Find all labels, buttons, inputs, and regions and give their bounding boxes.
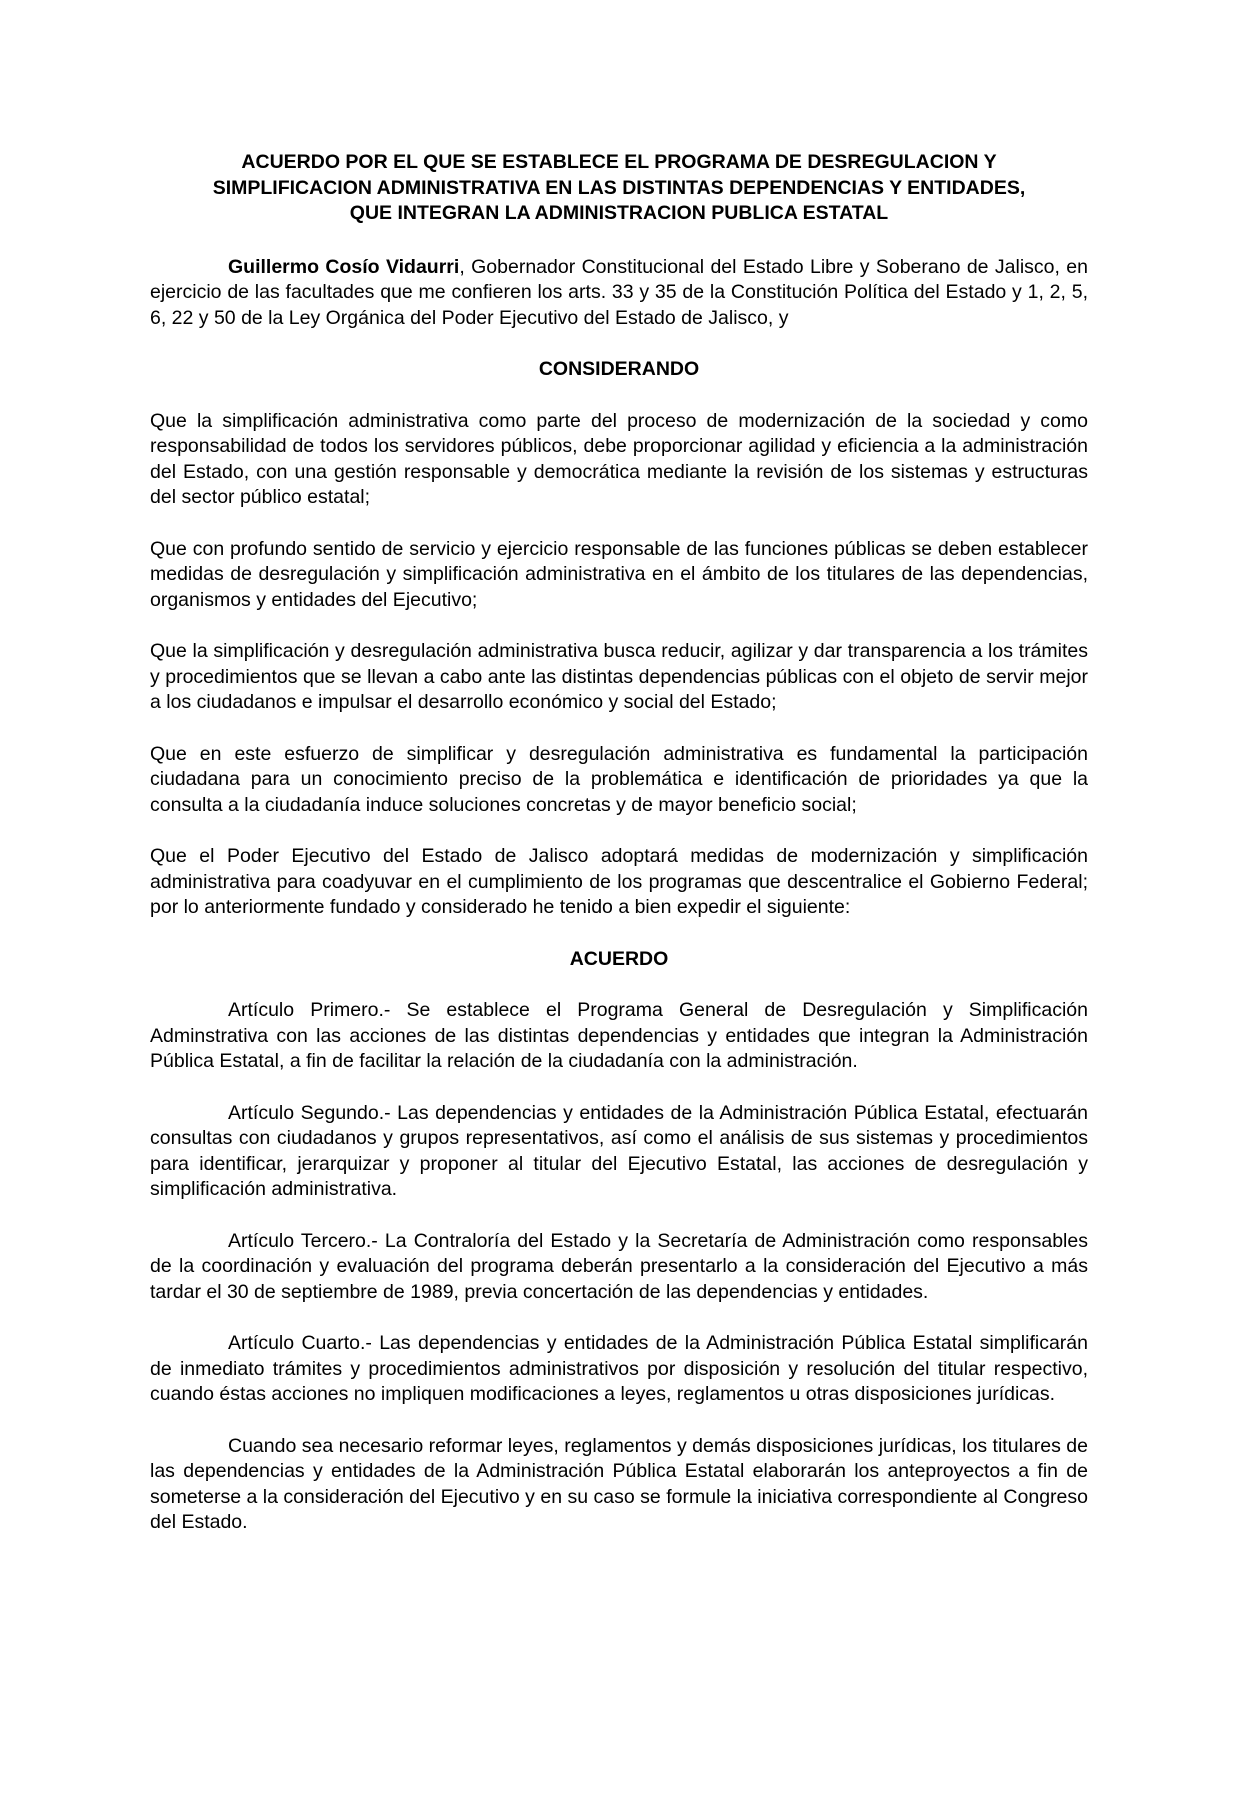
considerando-paragraph: Que la simplificación y desregulación administrativa busca reducir, agilizar y dar transparencia a los trámites y procedimientos que se llevan a cabo ante las distintas dependencias públicas con el objeto de servir mejor a los ciudadanos e impulsar el desarrollo económico y social del Estado; (150, 640, 1088, 713)
acuerdo-heading: ACUERDO (569, 947, 669, 970)
article-primero: Artículo Primero.- Se establece el Programa General de Desregulación y Simplificación Adminstrativa con las acciones de las distintas dependencias y entidades que integran la Administración Pública Estatal, a fin de facilitar la relación de la ciudadanía con la administración. (150, 999, 1088, 1072)
document-page (150, 150, 1088, 1562)
document-title: ACUERDO POR EL QUE SE ESTABLECE EL PROGRAMA DE DESREGULACION Y SIMPLIFICACION ADMINISTRATIVA EN LAS DISTINTAS DEPENDENCIAS Y ENTIDADES, QUE INTEGRAN LA ADMINISTRACION PUBLICA ESTATAL (212, 151, 1026, 224)
article-segundo: Artículo Segundo.- Las dependencias y entidades de la Administración Pública Estatal, efectuarán consultas con ciudadanos y grupos representativos, así como el análisis de sus sistemas y procedimientos para identificar, jerarquizar y proponer al titular del Ejecutivo Estatal, las acciones de desregulación y simplificación administrativa. (150, 1101, 1088, 1200)
preamble-text: , Gobernador Constitucional del Estado Libre y Soberano de Jalisco, en ejercicio de las facultades que me confieren los arts. 33 y 35 de la Constitución Política del Estado y 1, 2, 5, 6, 22 y 50 de la Ley Orgánica del Poder Ejecutivo del Estado de Jalisco, y (150, 255, 1089, 329)
article-cuarto-continuation: Cuando sea necesario reformar leyes, reglamentos y demás disposiciones jurídicas, los titulares de las dependencias y entidades de la Administración Pública Estatal elaborarán los anteproyectos a fin de someterse a la consideración del Ejecutivo y en su caso se formule la iniciativa correspondiente al Congreso del Estado. (150, 1434, 1088, 1533)
article-tercero: Artículo Tercero.- La Contraloría del Estado y la Secretaría de Administración como responsables de la coordinación y evaluación del programa deberán presentarlo a la consideración del Ejecutivo a más tardar el 30 de septiembre de 1989, previa concertación de las dependencias y entidades. (150, 1229, 1088, 1303)
considerando-paragraph: Que con profundo sentido de servicio y ejercicio responsable de las funciones públicas se deben establecer medidas de desregulación y simplificación administrativa en el ámbito de los titulares de las dependencias, organismos y entidades del Ejecutivo; (150, 537, 1088, 611)
preamble-paragraph (150, 255, 1088, 332)
considerando-paragraph: Que en este esfuerzo de simplificar y desregulación administrativa es fundamental la participación ciudadana para un conocimiento preciso de la problemática e identificación de prioridades ya que la consulta a la ciudadanía induce soluciones concretas y de mayor beneficio social; (150, 742, 1088, 816)
considerando-paragraph: Que el Poder Ejecutivo del Estado de Jalisco adoptará medidas de modernización y simplificación administrativa para coadyuvar en el cumplimiento de los programas que descentralice el Gobierno Federal; por lo anteriormente fundado y considerado he tenido a bien expedir el siguiente: (150, 845, 1088, 918)
considerando-paragraph: Que la simplificación administrativa como parte del proceso de modernización de la sociedad y como responsabilidad de todos los servidores públicos, debe proporcionar agilidad y eficiencia a la administración del Estado, con una gestión responsable y democrática mediante la revisión de los sistemas y estructuras del sector público estatal; (150, 409, 1088, 508)
governor-name: Guillermo Cosío Vidaurri (228, 255, 460, 278)
considerando-heading: CONSIDERANDO (538, 358, 700, 380)
article-cuarto: Artículo Cuarto.- Las dependencias y entidades de la Administración Pública Estatal simplificarán de inmediato trámites y procedimientos administrativos por disposición y resolución del titular respectivo, cuando éstas acciones no impliquen modificaciones a leyes, reglamentos u otras disposiciones jurídicas. (150, 1332, 1088, 1405)
